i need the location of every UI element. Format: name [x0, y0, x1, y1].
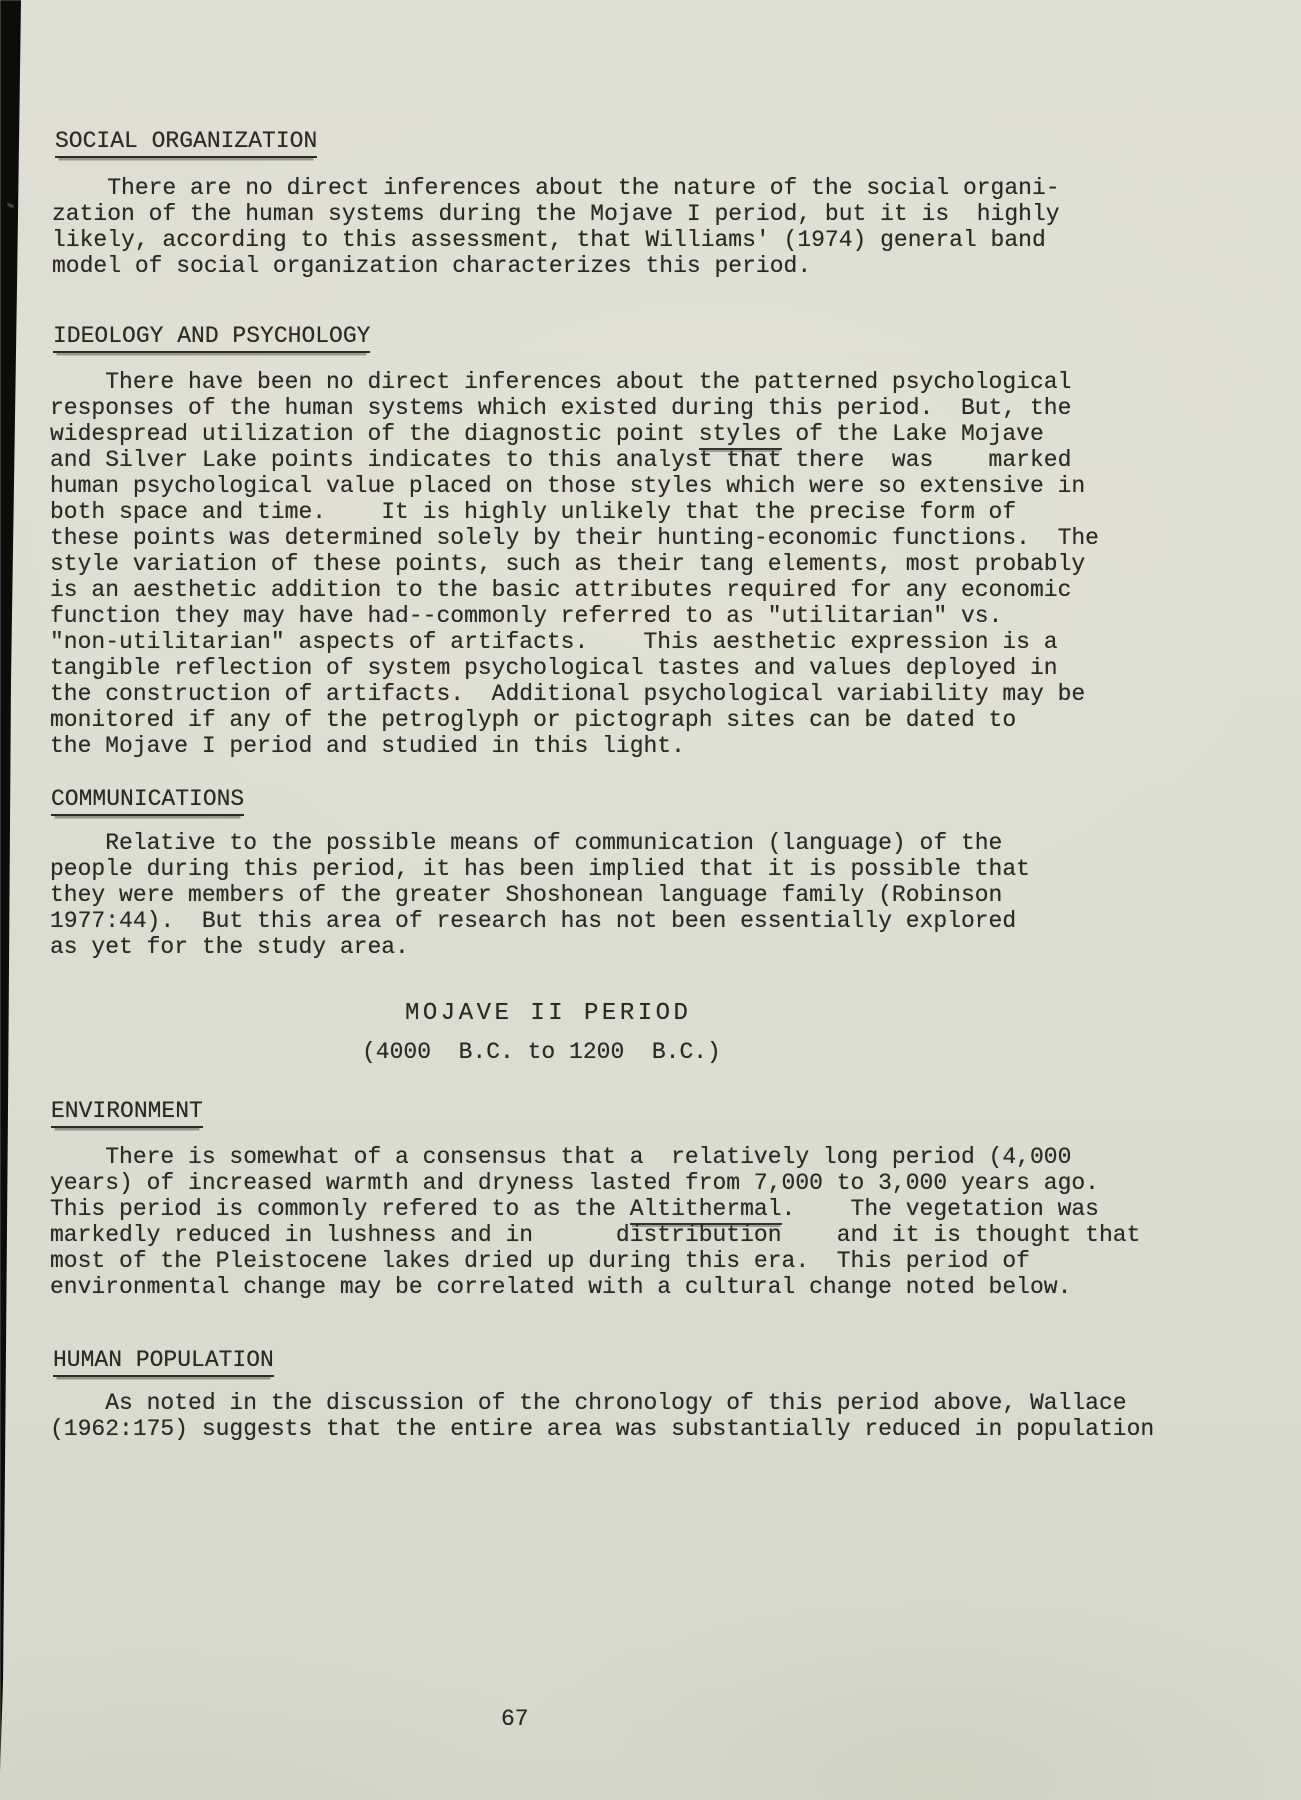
text-line: tangible reflection of system psychological tastes and values deployed in: [50, 655, 1058, 681]
text-line: responses of the human systems which existed during this period. But, the: [50, 395, 1072, 421]
text-line: the Mojave I period and studied in this light.: [50, 733, 685, 759]
text-line: they were members of the greater Shoshonean language family (Robinson: [50, 882, 1003, 908]
text-line: as yet for the study area.: [50, 934, 409, 960]
text-line: There is somewhat of a consensus that a relatively long period (4,000: [50, 1144, 1072, 1170]
text-line: zation of the human systems during the Mojave I period, but it is highly: [52, 201, 1060, 227]
text-line: likely, according to this assessment, that Williams' (1974) general band: [52, 227, 1046, 253]
text-line: "non-utilitarian" aspects of artifacts. This aesthetic expression is a: [50, 629, 1058, 655]
text-line: years) of increased warmth and dryness lasted from 7,000 to 3,000 years ago.: [50, 1170, 1099, 1196]
text-line: This period is commonly refered to as the Altithermal. The vegetation was: [50, 1196, 1140, 1222]
text-line: monitored if any of the petroglyph or pictograph sites can be dated to: [50, 707, 1017, 733]
text-line: widespread utilization of the diagnostic point styles of the Lake Mojave: [50, 421, 1099, 447]
text-line: people during this period, it has been implied that it is possible that: [50, 856, 1030, 882]
text-line: these points was determined solely by their hunting-economic functions. The: [50, 525, 1099, 551]
section-heading-environment: ENVIRONMENT: [51, 1098, 203, 1128]
paragraph-environment: [50, 1144, 1140, 1300]
page-number: 67: [501, 1706, 529, 1732]
text-line: There have been no direct inferences about the patterned psychological: [50, 369, 1072, 395]
paragraph-communications: [50, 830, 1030, 960]
text-line: human psychological value placed on those styles which were so extensive in: [50, 473, 1086, 499]
text-line: 1977:44). But this area of research has not been essentially explored: [50, 908, 1017, 934]
text-line: (1962:175) suggests that the entire area was substantially reduced in population: [50, 1416, 1155, 1442]
section-heading-human-population: HUMAN POPULATION: [53, 1347, 274, 1377]
text-line: model of social organization characterizes this period.: [52, 253, 812, 279]
text-line: As noted in the discussion of the chronology of this period above, Wallace: [50, 1390, 1127, 1416]
text-line: There are no direct inferences about the nature of the social organi-: [52, 175, 1060, 201]
text-line: Relative to the possible means of communication (language) of the: [50, 830, 1003, 856]
paragraph-social-organization: [52, 175, 1060, 279]
text-line: style variation of these points, such as their tang elements, most probably: [50, 551, 1086, 577]
scan-binding-shadow: [0, 0, 26, 1790]
section-heading-communications: COMMUNICATIONS: [51, 786, 244, 816]
text-line: markedly reduced in lushness and in distribution and it is thought that: [50, 1222, 1141, 1248]
text-line: function they may have had--commonly referred to as "utilitarian" vs.: [50, 603, 1003, 629]
text-line: most of the Pleistocene lakes dried up during this era. This period of: [50, 1248, 1030, 1274]
text-line: the construction of artifacts. Additional psychological variability may be: [50, 681, 1086, 707]
period-date-range: (4000 B.C. to 1200 B.C.): [362, 1039, 721, 1065]
text-line: both space and time. It is highly unlikely that the precise form of: [50, 499, 1017, 525]
text-line: is an aesthetic addition to the basic attributes required for any economic: [50, 577, 1072, 603]
period-title: MOJAVE II PERIOD: [405, 1000, 692, 1027]
paragraph-human-population: [50, 1390, 1154, 1442]
text-line: and Silver Lake points indicates to this analyst that there was marked: [50, 447, 1072, 473]
section-heading-ideology-and-psychology: IDEOLOGY AND PSYCHOLOGY: [53, 323, 370, 353]
paragraph-ideology-and-psychology: [50, 369, 1099, 759]
text-line: environmental change may be correlated with a cultural change noted below.: [50, 1274, 1072, 1300]
section-heading-social-organization: SOCIAL ORGANIZATION: [55, 128, 317, 158]
